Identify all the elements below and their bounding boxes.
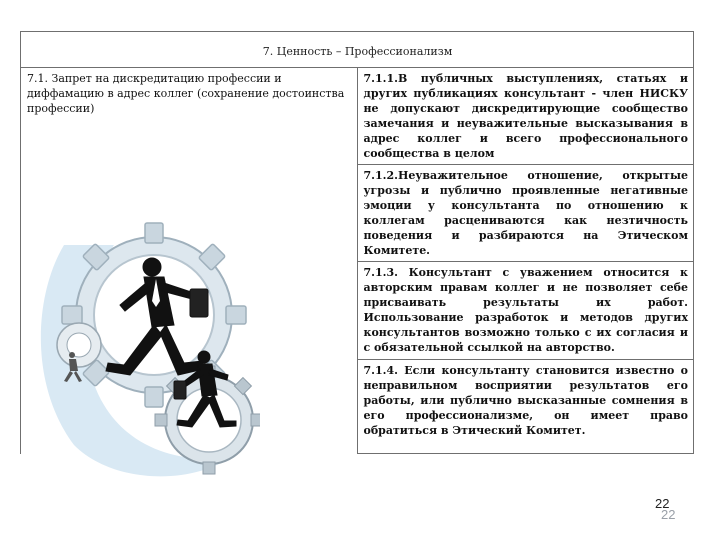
item-7-1-3: 7.1.3. Консультант с уважением относится к авторским правам коллег и не позволяет себе присваивать результаты их работ. Использование разработок и методов других консультантов возможно только с их согласия и с обязательной ссылкой на авторство. — [357, 262, 694, 360]
left-column-spacer — [21, 262, 358, 360]
page-number: 22 — [655, 496, 670, 511]
values-table — [20, 31, 694, 454]
page-number-shadow: 22 — [661, 507, 676, 522]
item-7-1-4: 7.1.4. Если консультанту становится известно о неправильном восприятии результатов его работы, или публично высказанные сомнения в его профессионализме, он имеет право обратиться в Этический Комитет. — [357, 360, 694, 454]
item-7-1-2: 7.1.2.Неуважительное отношение, открытые угрозы и публично проявленные негативные эмоции у консультанта по отношению к коллегам расцениваются как незтичность поведения и разбираются на Этическом Комитете. — [357, 165, 694, 262]
left-column-spacer — [21, 165, 358, 262]
table-title: 7. Ценность – Профессионализм — [21, 32, 694, 68]
left-column-spacer — [21, 360, 358, 454]
item-7-1-1: 7.1.1.В публичных выступлениях, статьях и других публикациях консультант - член НИСКУ не допускают дискредитирующие сообщество замечания и неуважительные высказывания в адрес коллег и всего профессионального сообщества в целом — [357, 68, 694, 165]
principle-heading: 7.1. Запрет на дискредитацию профессии и диффамацию в адрес коллег (сохранение достоинства профессии) — [21, 68, 358, 165]
